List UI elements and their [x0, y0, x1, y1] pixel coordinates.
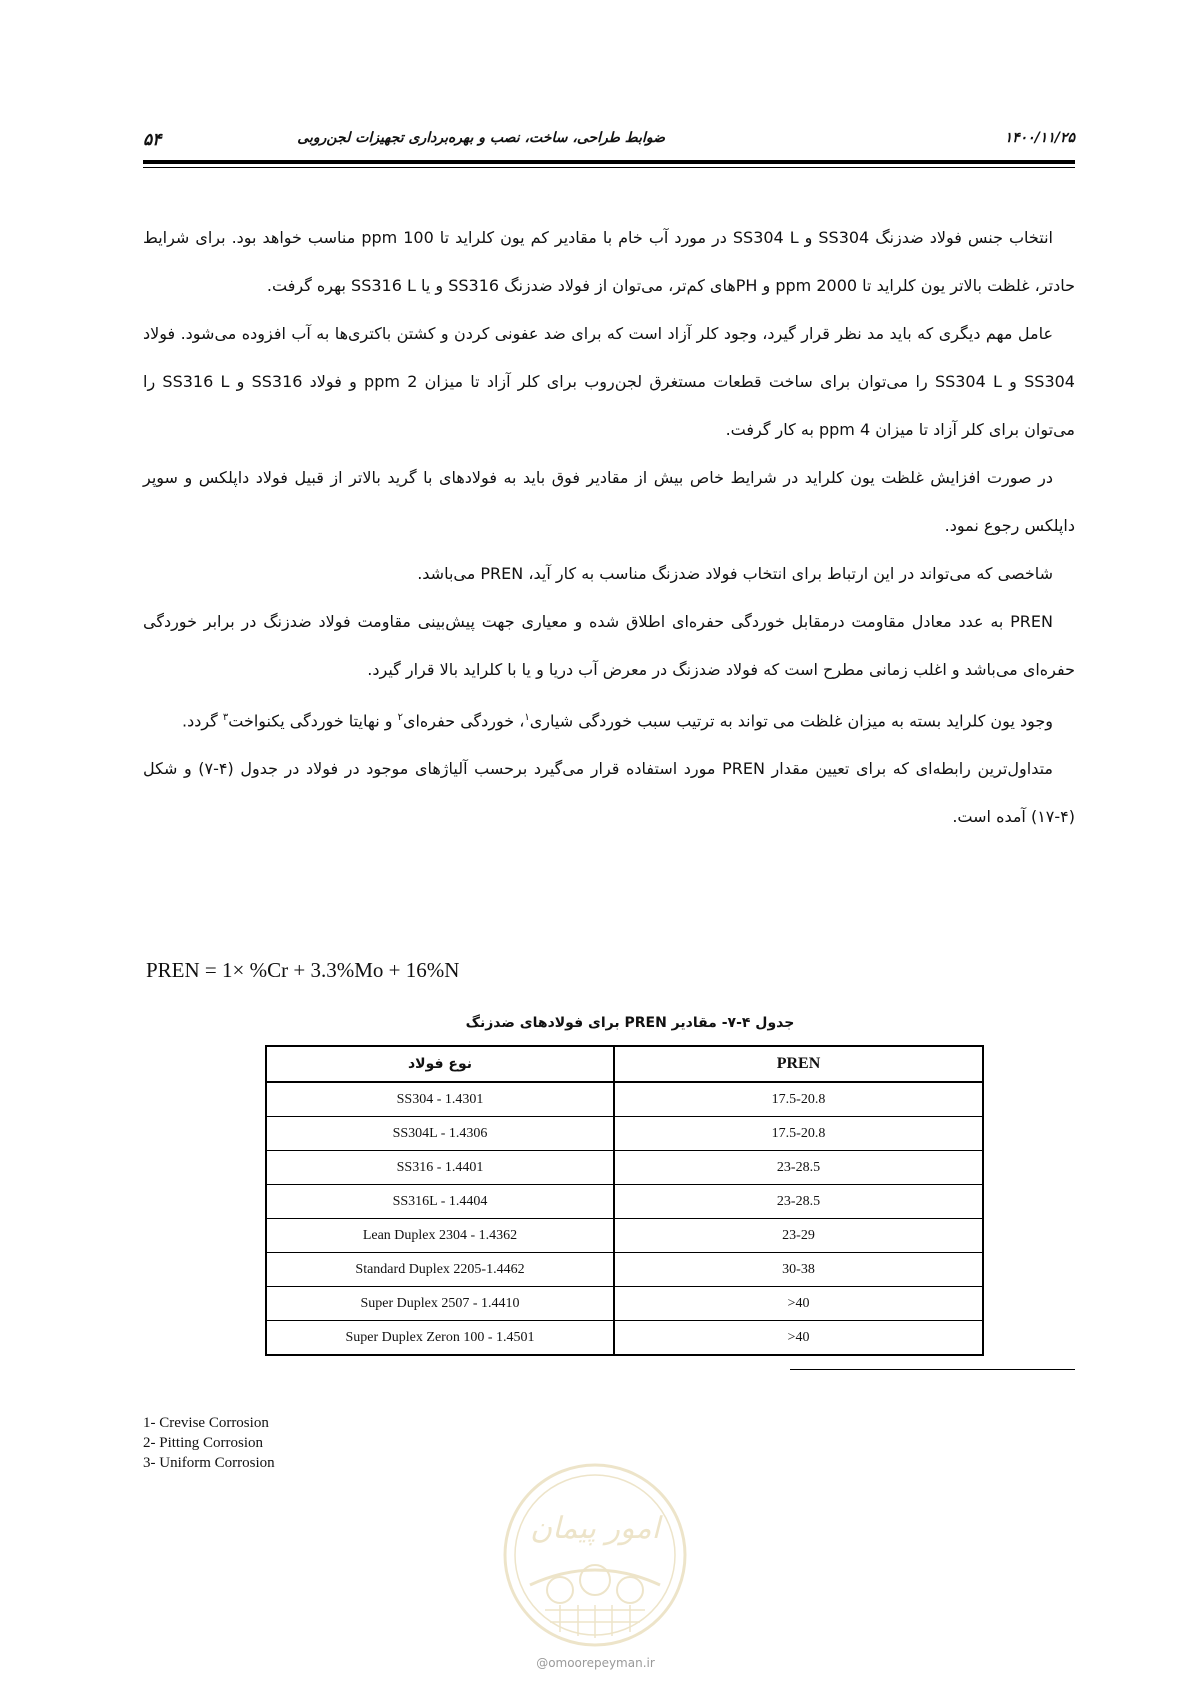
steel-type-cell: SS316L - 1.4404	[266, 1185, 614, 1219]
table-row	[266, 1253, 983, 1287]
watermark-gear-left	[547, 1577, 573, 1603]
watermark-url: @omoorepeyman.ir	[536, 1656, 655, 1670]
table-row	[266, 1117, 983, 1151]
header-rule-thin	[143, 167, 1075, 168]
watermark-logo	[500, 1460, 690, 1650]
pren-value-cell: 23-28.5	[614, 1185, 983, 1219]
steel-type-cell: Standard Duplex 2205-1.4462	[266, 1253, 614, 1287]
table-caption: جدول ۴-۷- مقادیر PREN برای فولادهای ضدزنگ	[465, 1015, 795, 1031]
paragraph-6-part-c: و نهایتا خوردگی یکنواخت	[228, 711, 398, 731]
pren-formula: PREN = 1× %Cr + 3.3%Mo + 16%N	[146, 958, 460, 982]
paragraph-3: در صورت افزایش غلظت یون کلراید در شرایط خاص بیش از مقادیر فوق باید به فولادهای با گرید بالاتر از قبیل فولاد داپلکس و سوپر داپلکس رجوع نمود.	[143, 468, 1075, 535]
footnotes	[143, 1413, 275, 1473]
table-header-row	[266, 1046, 983, 1082]
header-rule-thick	[143, 160, 1075, 164]
pren-table	[265, 1045, 984, 1356]
steel-type-cell: Super Duplex Zeron 100 - 1.4501	[266, 1321, 614, 1356]
header-title: ضوابط طراحی، ساخت، نصب و بهره‌برداری تجهیزات لجن‌روبی	[297, 130, 665, 146]
footnote-ref-2: ۲	[397, 712, 403, 723]
table-row	[266, 1219, 983, 1253]
watermark-gear-right	[617, 1577, 643, 1603]
table-row	[266, 1082, 983, 1117]
pren-value-cell: >40	[614, 1287, 983, 1321]
paragraph-5: PREN به عدد معادل مقاومت درمقابل خوردگی حفره‌ای اطلاق شده و معیاری جهت پیش‌بینی مقاومت فولاد ضدزنگ در برابر خوردگی حفره‌ای می‌باشد و اغلب زمانی مطرح است که فولاد ضدزنگ در معرض آب دریا و یا با کلراید بالا قرار گیرد.	[143, 612, 1075, 679]
page-number: ۵۴	[143, 130, 162, 150]
steel-type-cell: Super Duplex 2507 - 1.4410	[266, 1287, 614, 1321]
paragraph-1: انتخاب جنس فولاد ضدزنگ SS304 و SS304 L در مورد آب خام با مقادیر کم یون کلراید تا 100 ppm مناسب خواهد بود. برای شرایط حادتر، غلظت بالاتر یون کلراید تا 2000 ppm و PHهای کم‌تر، می‌توان از فولاد ضدزنگ SS316 و یا SS316 L بهره گرفت.	[143, 228, 1075, 295]
pren-value-cell: 23-29	[614, 1219, 983, 1253]
footnote-2: 2- Pitting Corrosion	[143, 1435, 264, 1451]
pren-value-cell: 23-28.5	[614, 1151, 983, 1185]
column-header-steel: نوع فولاد	[266, 1046, 614, 1082]
paragraph-6-part-b: ، خوردگی حفره‌ای	[402, 711, 525, 731]
steel-type-cell: SS304 - 1.4301	[266, 1082, 614, 1117]
paragraph-7: متداول‌ترین رابطه‌ای که برای تعیین مقدار PREN مورد استفاده قرار می‌گیرد برحسب آلیاژهای موجود در فولاد در جدول (۴-۷) و شکل (۴-۱۷) آمده است.	[143, 759, 1075, 827]
table-row	[266, 1321, 983, 1356]
paragraph-6	[143, 694, 1075, 745]
paragraph-6-part-a: وجود یون کلراید بسته به میزان غلظت می تواند به ترتیب سبب خوردگی شیاری	[529, 711, 1053, 731]
footnote-rule	[790, 1369, 1075, 1370]
body-text	[143, 214, 1075, 841]
table-row	[266, 1151, 983, 1185]
table-row	[266, 1287, 983, 1321]
paragraph-4: شاخصی که می‌تواند در این ارتباط برای انتخاب فولاد ضدزنگ مناسب به کار آید، PREN می‌باشد.	[417, 564, 1053, 583]
steel-type-cell: SS316 - 1.4401	[266, 1151, 614, 1185]
paragraph-6-part-d: گردد.	[181, 711, 223, 731]
paragraph-2: عامل مهم دیگری که باید مد نظر قرار گیرد، وجود کلر آزاد است که برای ضد عفونی کردن و کشتن باکتری‌ها به آب افزوده می‌شود. فولاد SS304 و SS304 L را می‌توان برای ساخت قطعات مستغرق لجن‌روب برای کلر آزاد تا میزان 2 ppm و فولاد SS316 و SS316 L را می‌توان برای کلر آزاد تا میزان 4 ppm به کار گرفت.	[143, 324, 1075, 439]
footnote-3: 3- Uniform Corrosion	[143, 1455, 275, 1471]
steel-type-cell: Lean Duplex 2304 - 1.4362	[266, 1219, 614, 1253]
footnote-ref-3: ۳	[222, 712, 229, 723]
pren-value-cell: 17.5-20.8	[614, 1082, 983, 1117]
table-row	[266, 1185, 983, 1219]
footnote-ref-1: ۱	[524, 712, 530, 723]
pren-value-cell: 17.5-20.8	[614, 1117, 983, 1151]
footnote-1: 1- Crevise Corrosion	[143, 1415, 269, 1431]
column-header-pren: PREN	[614, 1046, 983, 1082]
pren-value-cell: 30-38	[614, 1253, 983, 1287]
watermark-logo-text: امور پیمان	[530, 1511, 660, 1546]
steel-type-cell: SS304L - 1.4306	[266, 1117, 614, 1151]
header-date: ۱۴۰۰/۱۱/۲۵	[1004, 130, 1075, 146]
watermark-grid	[545, 1605, 645, 1638]
pren-value-cell: >40	[614, 1321, 983, 1356]
page-header	[143, 130, 1075, 154]
